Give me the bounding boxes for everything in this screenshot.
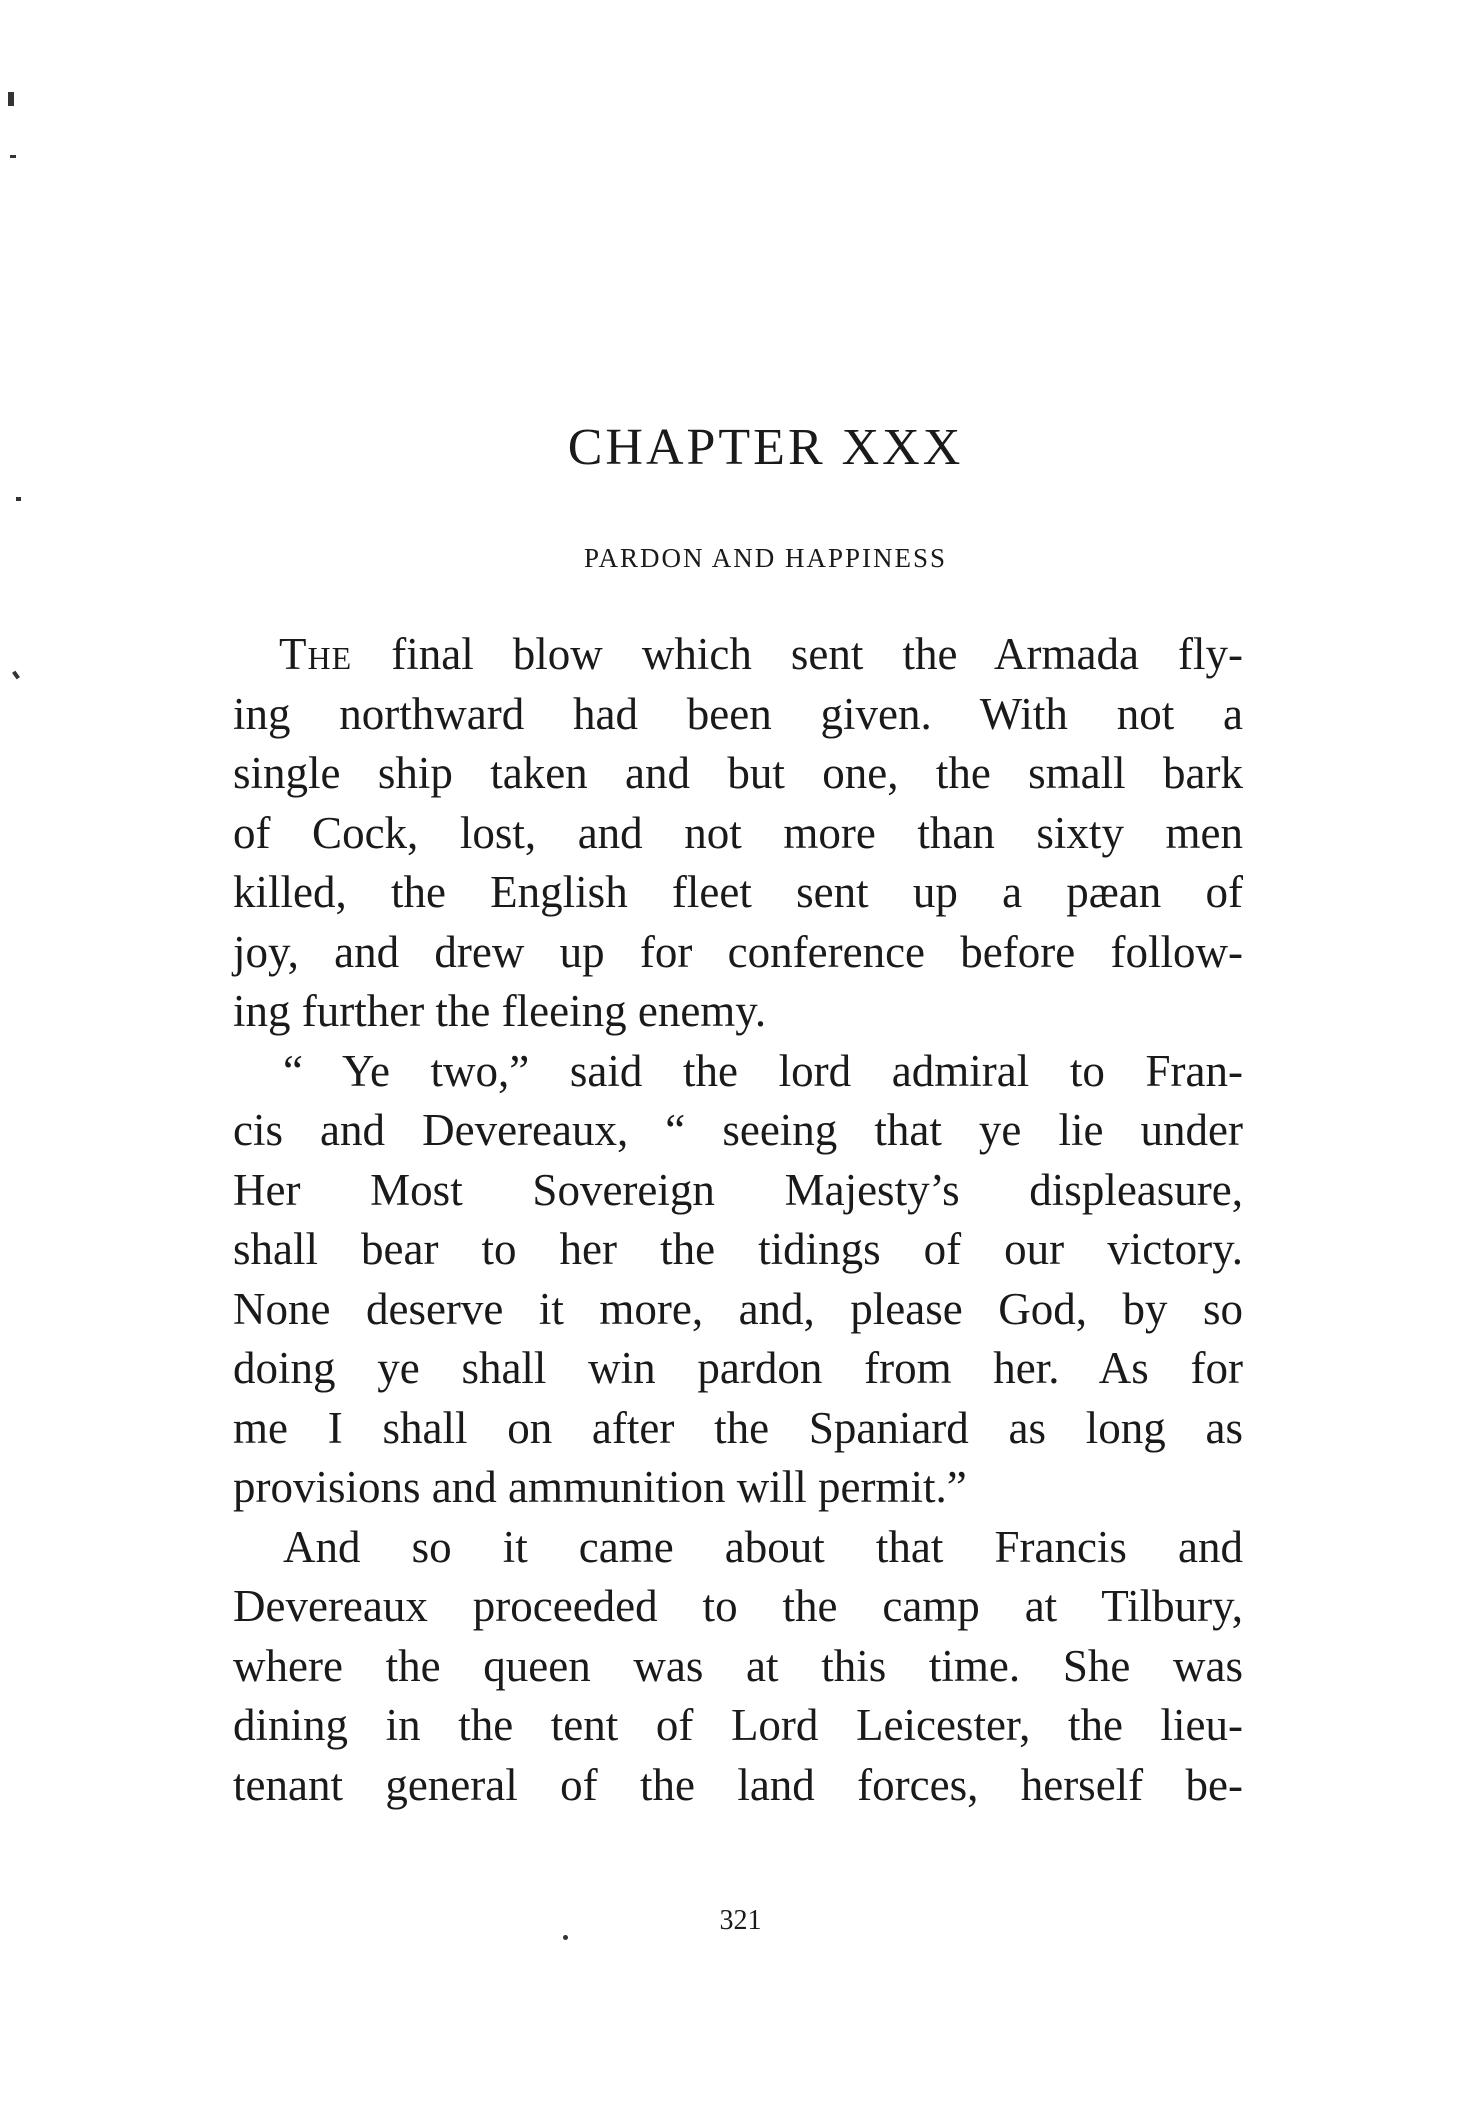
- text-line: where the queen was at this time. She was: [233, 1640, 1243, 1691]
- text-line: [233, 625, 1243, 685]
- lead-word: The: [279, 629, 353, 679]
- text-line: shall bear to her the tidings of our victory.: [233, 1224, 1243, 1274]
- text-line: Devereaux proceeded to the camp at Tilbury,: [233, 1581, 1243, 1631]
- page-number-text: 321: [719, 1905, 762, 1936]
- text-line: “ Ye two,” said the lord admiral to Fran-: [283, 1045, 1243, 1096]
- text-line: single ship taken and but one, the small bark: [233, 748, 1243, 798]
- page-number: [0, 1905, 1471, 1937]
- text-line: doing ye shall win pardon from her. As for: [233, 1343, 1243, 1393]
- text-line: tenant general of the land forces, herself be-: [233, 1759, 1243, 1810]
- text-line: dining in the tent of Lord Leicester, the lieu-: [233, 1700, 1243, 1750]
- scan-mark: [8, 92, 14, 106]
- text-line: killed, the English fleet sent up a pæan of: [233, 867, 1243, 917]
- text-line: ing further the fleeing enemy.: [233, 986, 767, 1036]
- text-line: of Cock, lost, and not more than sixty men: [233, 807, 1243, 858]
- chapter-subtitle: PARDON AND HAPPINESS: [583, 543, 948, 573]
- scan-mark: [10, 155, 16, 158]
- text-line: ing northward had been given. With not a: [233, 688, 1243, 739]
- text-line: cis and Devereaux, “ seeing that ye lie under: [233, 1105, 1243, 1155]
- scan-mark: [16, 497, 21, 501]
- text-line: provisions and ammunition will permit.”: [233, 1462, 967, 1512]
- text-line: me I shall on after the Spaniard as long as: [233, 1402, 1243, 1453]
- scan-mark: [12, 671, 20, 680]
- text-line: None deserve it more, and, please God, by so: [233, 1283, 1243, 1334]
- text-line-content: final blow which sent the Armada fly-: [352, 629, 1243, 679]
- text-line: joy, and drew up for conference before follow-: [233, 926, 1243, 977]
- text-line: And so it came about that Francis and: [283, 1521, 1243, 1572]
- text-line: Her Most Sovereign Majesty’s displeasure,: [233, 1164, 1243, 1215]
- chapter-title: CHAPTER XXX: [567, 419, 964, 476]
- body-text: [233, 625, 1243, 1815]
